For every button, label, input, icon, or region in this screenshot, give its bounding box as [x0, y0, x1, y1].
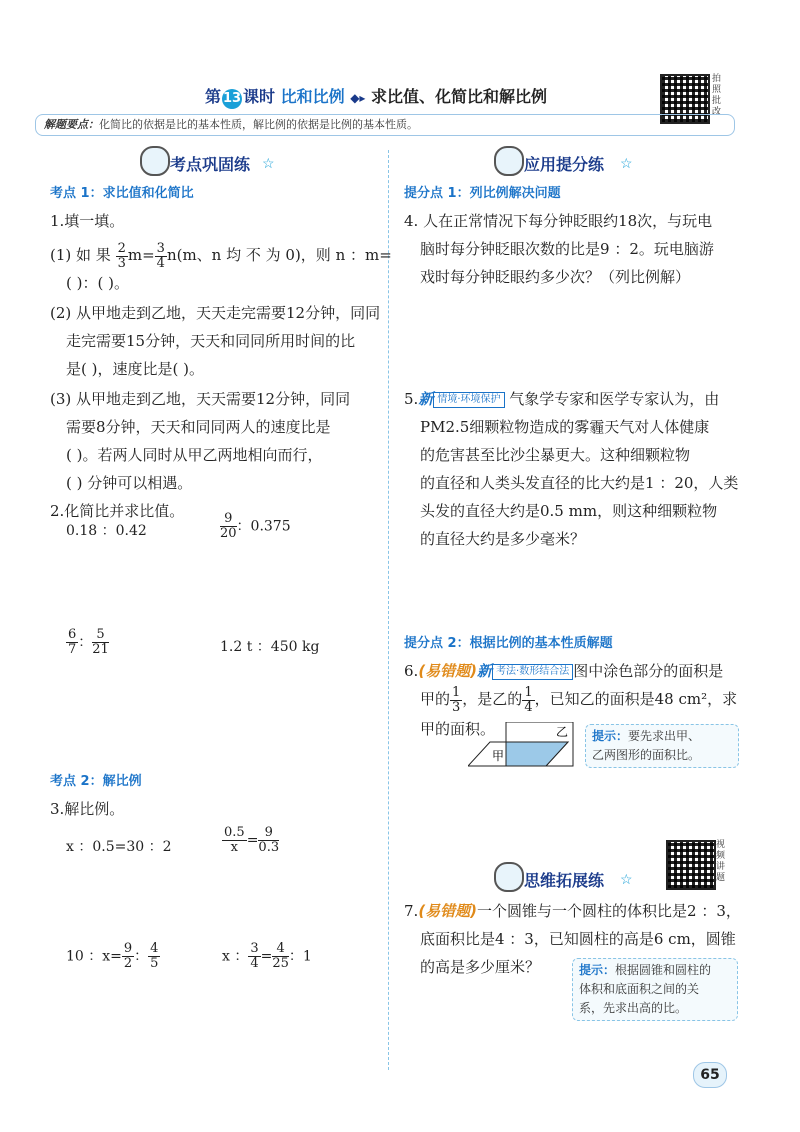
q6-b3: ，已知乙的面积是48 cm²，求 — [534, 690, 738, 708]
frac-den: 25 — [272, 956, 289, 971]
section-title-extend: 思维拓展练 — [524, 871, 605, 890]
frac-den: x — [230, 840, 239, 855]
star-icon: ☆ — [262, 156, 275, 172]
lesson-suffix: 课时 — [243, 87, 276, 106]
q3-d-a: x ： — [222, 948, 249, 965]
frac-num: 4 — [150, 941, 159, 956]
q7-num: 7. — [404, 902, 419, 920]
frac-den: 4 — [524, 699, 533, 715]
kd2-right: 提分点 2：根据比例的基本性质解题 — [404, 636, 613, 651]
q5-line1 — [404, 384, 719, 414]
q1-3c[interactable]: ( )。若两人同时从甲乙两地相向而行， — [66, 446, 323, 464]
frac-num: 5 — [92, 628, 109, 643]
fraction — [522, 686, 534, 715]
frac-num: 3 — [156, 240, 165, 256]
fraction — [148, 942, 160, 971]
fraction — [122, 942, 134, 971]
q6-line1 — [404, 656, 723, 686]
arrow-icon: ◆▸ — [350, 91, 366, 105]
q3-d-rest: ：1 — [288, 948, 312, 965]
q1-2a: (2) 从甲地走到乙地，天天走完需要12分钟，同同 — [50, 304, 381, 322]
q5-e: 头发的直径大约是0.5 mm，则这种细颗粒物 — [420, 502, 718, 520]
hint-text: 根据圆锥和圆柱的 — [615, 963, 712, 977]
shaded-overlap — [506, 742, 568, 766]
fraction — [155, 242, 167, 271]
fraction — [222, 826, 247, 855]
lesson-prefix: 第 — [205, 87, 222, 106]
q1-2c[interactable]: 是( )，速度比是( )。 — [66, 360, 204, 378]
fraction — [92, 628, 109, 657]
q7-b: 底面积比是4 ：3，已知圆柱的高是6 cm，圆锥 — [420, 930, 736, 948]
star-icon: ☆ — [620, 872, 633, 888]
equals: = — [246, 832, 259, 849]
label-yi: 乙 — [556, 725, 569, 739]
q5-a: 气象学专家和医学专家认为，由 — [509, 390, 720, 408]
q2-d: 1.2 t ：450 kg — [220, 639, 320, 655]
q6-hint — [585, 724, 739, 768]
q6-b1: 甲的 — [420, 690, 451, 708]
q6-c: 甲的面积。 — [420, 720, 496, 738]
lesson-title — [205, 84, 547, 109]
q1-2b: 走完需要15分钟，天天和同同所用时间的比 — [66, 332, 356, 350]
q1-1-line1 — [50, 240, 392, 271]
tips-bar — [35, 114, 735, 136]
frac-den: 2 — [123, 956, 133, 971]
fraction — [66, 628, 78, 657]
tips-text: 化简比的依据是比的基本性质，解比例的依据是比例的基本性质。 — [99, 118, 418, 131]
fraction — [248, 942, 260, 971]
frac-num: 6 — [68, 627, 77, 642]
section-title-right: 应用提分练 — [524, 155, 605, 174]
q6-a: 图中涂色部分的面积是 — [573, 662, 724, 680]
q6-num: 6. — [404, 662, 419, 680]
qr-code-icon[interactable] — [666, 840, 716, 890]
kd1-right: 提分点 1：列比例解决问题 — [404, 186, 561, 201]
lesson-subtopic: 求比值、化简比和解比例 — [371, 87, 548, 106]
frac-den: 21 — [92, 642, 109, 657]
column-divider — [388, 150, 389, 1070]
frac-den: 7 — [68, 642, 77, 657]
fraction — [116, 242, 128, 271]
mascot-icon — [494, 862, 524, 892]
q7-hint — [572, 958, 738, 1021]
q6-line2 — [420, 684, 737, 715]
frac-num: 9 — [220, 512, 237, 527]
hint-text: 要先求出甲、 — [628, 729, 701, 743]
q2-b-rest: ：0.375 — [236, 518, 291, 535]
mascot-icon — [494, 146, 524, 176]
q4-b: 脑时每分钟眨眼次数的比是9 ：2。玩电脑游 — [420, 240, 714, 258]
q3-c — [66, 942, 160, 971]
q1-3d[interactable]: ( ) 分钟可以相遇。 — [66, 474, 193, 492]
q7-a: 一个圆锥与一个圆柱的体积比是2 ：3， — [477, 902, 741, 920]
frac-den: 0.3 — [258, 840, 280, 855]
q3-a: x ：0.5=30 ：2 — [66, 839, 172, 855]
tips-label: 解题要点： — [44, 118, 99, 131]
hint-label: 提示： — [592, 729, 629, 743]
new-badge: 新 — [418, 390, 434, 408]
section-title-left: 考点巩固练 — [170, 155, 251, 174]
frac-num: 0.5 — [224, 825, 245, 840]
fraction — [450, 686, 462, 715]
q6-b2: ，是乙的 — [462, 690, 523, 708]
q1-1d[interactable]: ( )：( )。 — [66, 274, 129, 292]
hint-text: 系，先求出高的比。 — [579, 1001, 688, 1015]
q1-3a: (3) 从甲地走到乙地，天天需要12分钟，同同 — [50, 390, 351, 408]
q1-1c: n(m、n 均 不 为 0)，则 n ：m= — [166, 246, 392, 264]
q5-d: 的直径和人类头发直径的比大约是1 ：20，人类 — [420, 474, 739, 492]
qr-label-bottom: 视频讲题 — [716, 840, 726, 883]
equals: = — [260, 948, 273, 965]
q7-line1 — [404, 896, 741, 926]
q2-b — [220, 512, 291, 541]
label-jia: 甲 — [492, 749, 505, 763]
mascot-icon — [140, 146, 170, 176]
new-badge: 新 — [477, 662, 493, 680]
frac-num: 2 — [117, 240, 126, 256]
hint-text: 乙两图形的面积比。 — [592, 748, 701, 762]
lesson-number-badge: 13 — [222, 89, 242, 109]
fraction — [258, 826, 279, 855]
frac-den: 4 — [156, 255, 165, 271]
q5-num: 5. — [404, 390, 419, 408]
frac-den: 3 — [452, 699, 461, 715]
hint-text: 体积和底面积之间的关 — [579, 982, 700, 996]
frac-num: 1 — [452, 684, 461, 700]
parallelogram-figure — [468, 722, 578, 772]
frac-den: 5 — [150, 956, 159, 971]
q3-d — [222, 942, 312, 971]
page-number: 65 — [693, 1062, 727, 1088]
q1-1b: m= — [127, 246, 155, 264]
q1-3b: 需要8分钟，天天和同同两人的速度比是 — [66, 418, 331, 436]
fraction — [220, 512, 237, 541]
lesson-topic: 比和比例 — [280, 87, 345, 106]
frac-den: 4 — [250, 956, 259, 971]
q2-c — [66, 628, 109, 657]
frac-num: 9 — [123, 941, 133, 956]
frac-num: 1 — [524, 684, 533, 700]
q1-title: 1.填一填。 — [50, 212, 125, 230]
kd1-left: 考点 1：求比值和化简比 — [50, 186, 194, 201]
q5-b: PM2.5细颗粒物造成的雾霾天气对人体健康 — [420, 418, 710, 436]
q4-c: 戏时每分钟眨眼约多少次？（列比例解） — [420, 268, 691, 286]
star-icon: ☆ — [620, 156, 633, 172]
q2-a: 0.18 ：0.42 — [66, 523, 147, 539]
frac-den: 3 — [117, 255, 126, 271]
q5-c: 的危害甚至比沙尘暴更大。这种细颗粒物 — [420, 446, 691, 464]
colon: ： — [78, 634, 93, 651]
frac-den: 20 — [220, 526, 237, 541]
fraction — [272, 942, 289, 971]
q3-b — [222, 826, 279, 855]
q6-tag: 考法·数形结合法 — [492, 664, 573, 680]
frac-num: 4 — [272, 942, 289, 957]
q5-tag: 情境·环境保护 — [433, 392, 504, 408]
error-prone-badge: (易错题) — [418, 902, 478, 920]
q3-c-a: 10 ：x= — [66, 948, 122, 965]
q3-title: 3.解比例。 — [50, 800, 125, 818]
q1-1a: (1) 如 果 — [50, 246, 111, 264]
frac-num: 3 — [250, 941, 259, 956]
kd2-left: 考点 2：解比例 — [50, 774, 142, 789]
frac-num: 9 — [258, 826, 279, 841]
q7-c: 的高是多少厘米？ — [420, 958, 541, 976]
q5-f: 的直径大约是多少毫米？ — [420, 530, 586, 548]
error-prone-badge: (易错题) — [418, 662, 478, 680]
hint-label: 提示： — [579, 963, 616, 977]
q2-title: 2.化简比并求比值。 — [50, 502, 185, 520]
qr-label-top: 拍照批改 — [712, 74, 722, 117]
colon: ： — [134, 948, 149, 965]
q4-a: 4. 人在正常情况下每分钟眨眼约18次，与玩电 — [404, 212, 713, 230]
